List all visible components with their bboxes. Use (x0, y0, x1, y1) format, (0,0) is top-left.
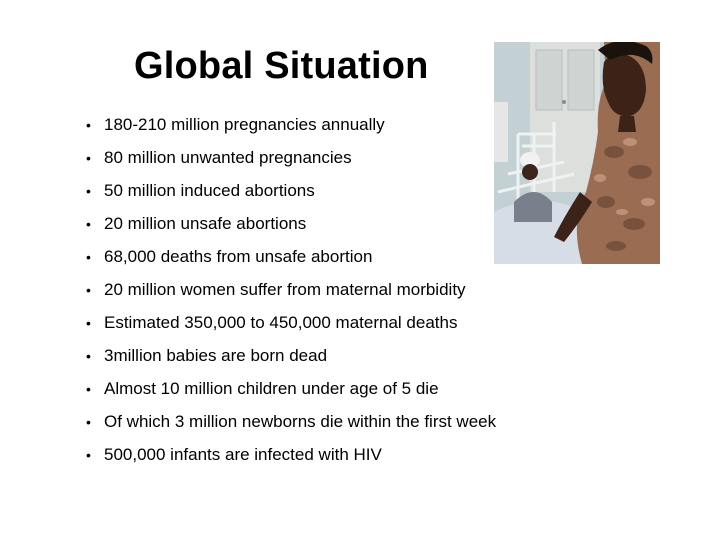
bullet-text: Estimated 350,000 to 450,000 maternal deaths (104, 312, 458, 332)
bullet-text: Of which 3 million newborns die within the first week (104, 411, 497, 431)
photo-door-panel (568, 50, 594, 110)
photo-shelf (494, 102, 508, 162)
bullet-item (86, 405, 496, 438)
bullet-text: 20 million unsafe abortions (104, 213, 307, 233)
bullet-text: 68,000 deaths from unsafe abortion (104, 246, 373, 266)
bullet-text: Almost 10 million children under age of 5 die (104, 378, 439, 398)
bullet-dot: • (86, 149, 91, 166)
bullet-item (86, 174, 496, 207)
bullet-text: 3million babies are born dead (104, 345, 328, 365)
bullet-item (86, 306, 496, 339)
bullet-text: 500,000 infants are infected with HIV (104, 444, 382, 464)
bullet-text: 50 million induced abortions (104, 180, 315, 200)
bullet-item (86, 207, 496, 240)
bullet-item (86, 372, 496, 405)
photo-door-panel (536, 50, 562, 110)
bullet-dot: • (86, 380, 91, 397)
bullet-text: 80 million unwanted pregnancies (104, 147, 352, 167)
woman-in-hospital-ward-photo (494, 42, 660, 264)
bullet-dot: • (86, 182, 91, 199)
bullet-item (86, 438, 496, 471)
bullet-dot: • (86, 413, 91, 430)
photo-illustration (494, 42, 660, 264)
bullet-dot: • (86, 116, 91, 133)
bullet-dot: • (86, 248, 91, 265)
bullet-item (86, 339, 496, 372)
bullet-item (86, 108, 496, 141)
bullet-item (86, 141, 496, 174)
photo-patient-head (522, 164, 538, 180)
bullet-item (86, 273, 496, 306)
bullet-dot: • (86, 281, 91, 298)
slide-title: Global Situation (134, 45, 429, 87)
bullet-list (86, 108, 496, 471)
bullet-text: 20 million women suffer from maternal morbidity (104, 279, 466, 299)
bullet-text: 180-210 million pregnancies annually (104, 114, 385, 134)
bullet-item (86, 240, 496, 273)
photo-door-handle (562, 100, 566, 104)
bullet-dot: • (86, 347, 91, 364)
bullet-dot: • (86, 446, 91, 463)
bullet-dot: • (86, 215, 91, 232)
bullet-dot: • (86, 314, 91, 331)
photo-woman-neck (618, 116, 636, 132)
